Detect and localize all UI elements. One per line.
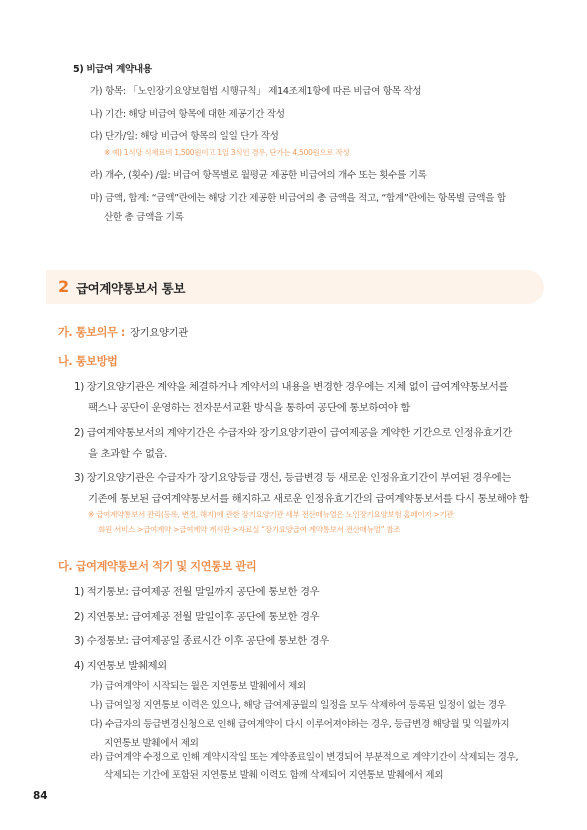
item5-c-note: ※ 예) 1식당 식재료비 1,500원이고 1일 3식인 경우, 단가는 4,500원으로 작성 (104, 148, 350, 157)
na-item3-line2: 기존에 통보된 급여계약통보서를 해지하고 새로운 인정유효기간의 급여계약통보서를 다시 통보해야 함 (88, 493, 529, 505)
item5-c: 다) 단가/일: 해당 비급여 항목의 일일 단가 작성 (90, 131, 279, 142)
da-item1: 1) 적기통보: 급여제공 전월 말일까지 공단에 통보한 경우 (74, 586, 320, 598)
item5-d: 라) 개수, (횟수) /월: 비급여 항목별로 월평균 제공한 비급여의 개수 또는 횟수를 기록 (90, 170, 427, 181)
da-sub-d-line2: 삭제되는 기간에 포함된 지연통보 발췌 이력도 함께 삭제되어 지연통보 발췌에서 제외 (104, 770, 444, 781)
item5-e-line1: 마) 금액, 합계: “금액”란에는 해당 기간 제공한 비급여의 총 금액을 적고, “합계”란에는 항목별 금액을 합 (90, 193, 506, 204)
item5-e-line2: 산한 총 금액을 기록 (104, 212, 184, 223)
page-number: 84 (33, 790, 48, 802)
ga-row (58, 321, 188, 340)
da-item2: 2) 지연통보: 급여제공 전월 말일이후 공단에 통보한 경우 (74, 611, 320, 623)
ga-value: 장기요양기관 (130, 327, 188, 339)
na-item2-line2: 을 초과할 수 없음. (88, 448, 168, 460)
item5-b: 나) 기간: 해당 비급여 항목에 대한 제공기간 작성 (90, 109, 285, 120)
da-sub-a: 가) 급여계약이 시작되는 월은 지연통보 발췌에서 제외 (90, 681, 306, 692)
da-heading: 다. 급여계약통보서 적기 및 지연통보 관리 (58, 560, 257, 573)
section-number: 2 (58, 277, 70, 296)
na-heading: 나. 통보방법 (58, 355, 118, 368)
item5-heading: 5) 비급여 계약내용 (73, 64, 152, 75)
na-note-line1: ※ 급여계약통보서 관리(등록, 변경, 해지)에 관한 장기요양기관 세부 전산매뉴얼은 노인장기요양보험 홈페이지 >기관 (88, 510, 454, 519)
ga-label: 가. 통보의무 : (58, 326, 125, 339)
section-title: 급여계약통보서 통보 (76, 281, 186, 296)
na-note-line2: 회원 서비스 >급여계약 >급여계약 게시판 >자료실 “장기요양급여 계약통보서 전산매뉴얼” 참조 (98, 525, 401, 534)
na-item2-line1: 2) 급여계약통보서의 계약기간은 수급자와 장기요양기관이 급여제공을 계약한 기간으로 인정유효기간 (74, 427, 512, 439)
da-item3: 3) 수정통보: 급여제공일 종료시간 이후 공단에 통보한 경우 (74, 635, 329, 647)
na-item3-line1: 3) 장기요양기관은 수급자가 장기요양등급 갱신, 등급변경 등 새로운 인정유효기간이 부여된 경우에는 (74, 472, 511, 484)
da-sub-c-line1: 다) 수급자의 등급변경신청으로 인해 급여계약이 다시 이루어져야하는 경우, 등급변경 해당월 및 익월까지 (90, 719, 510, 730)
da-item4: 4) 지연통보 발췌제외 (74, 660, 167, 672)
da-sub-b: 나) 급여일정 지연통보 이력은 있으나, 해당 급여제공월의 일정을 모두 삭제하여 등록된 일정이 없는 경우 (90, 700, 506, 711)
na-item1-line2: 팩스나 공단이 운영하는 전자문서교환 방식을 통하여 공단에 통보하여야 함 (88, 402, 410, 414)
na-item1-line1: 1) 장기요양기관은 계약을 체결하거나 계약서의 내용을 변경한 경우에는 지체 없이 급여계약통보서를 (74, 381, 509, 393)
da-sub-c-line2: 지연통보 발췌에서 제외 (104, 738, 199, 749)
section-header (46, 270, 544, 304)
da-sub-d-line1: 라) 급여계약 수정으로 인해 계약시작일 또는 계약종료일이 변경되어 부분적으로 계약기간이 삭제되는 경우, (90, 752, 519, 763)
item5-a: 가) 항목: 「노인장기요양보험법 시행규칙」 제14조제1항에 따른 비급여 항목 작성 (90, 86, 422, 97)
